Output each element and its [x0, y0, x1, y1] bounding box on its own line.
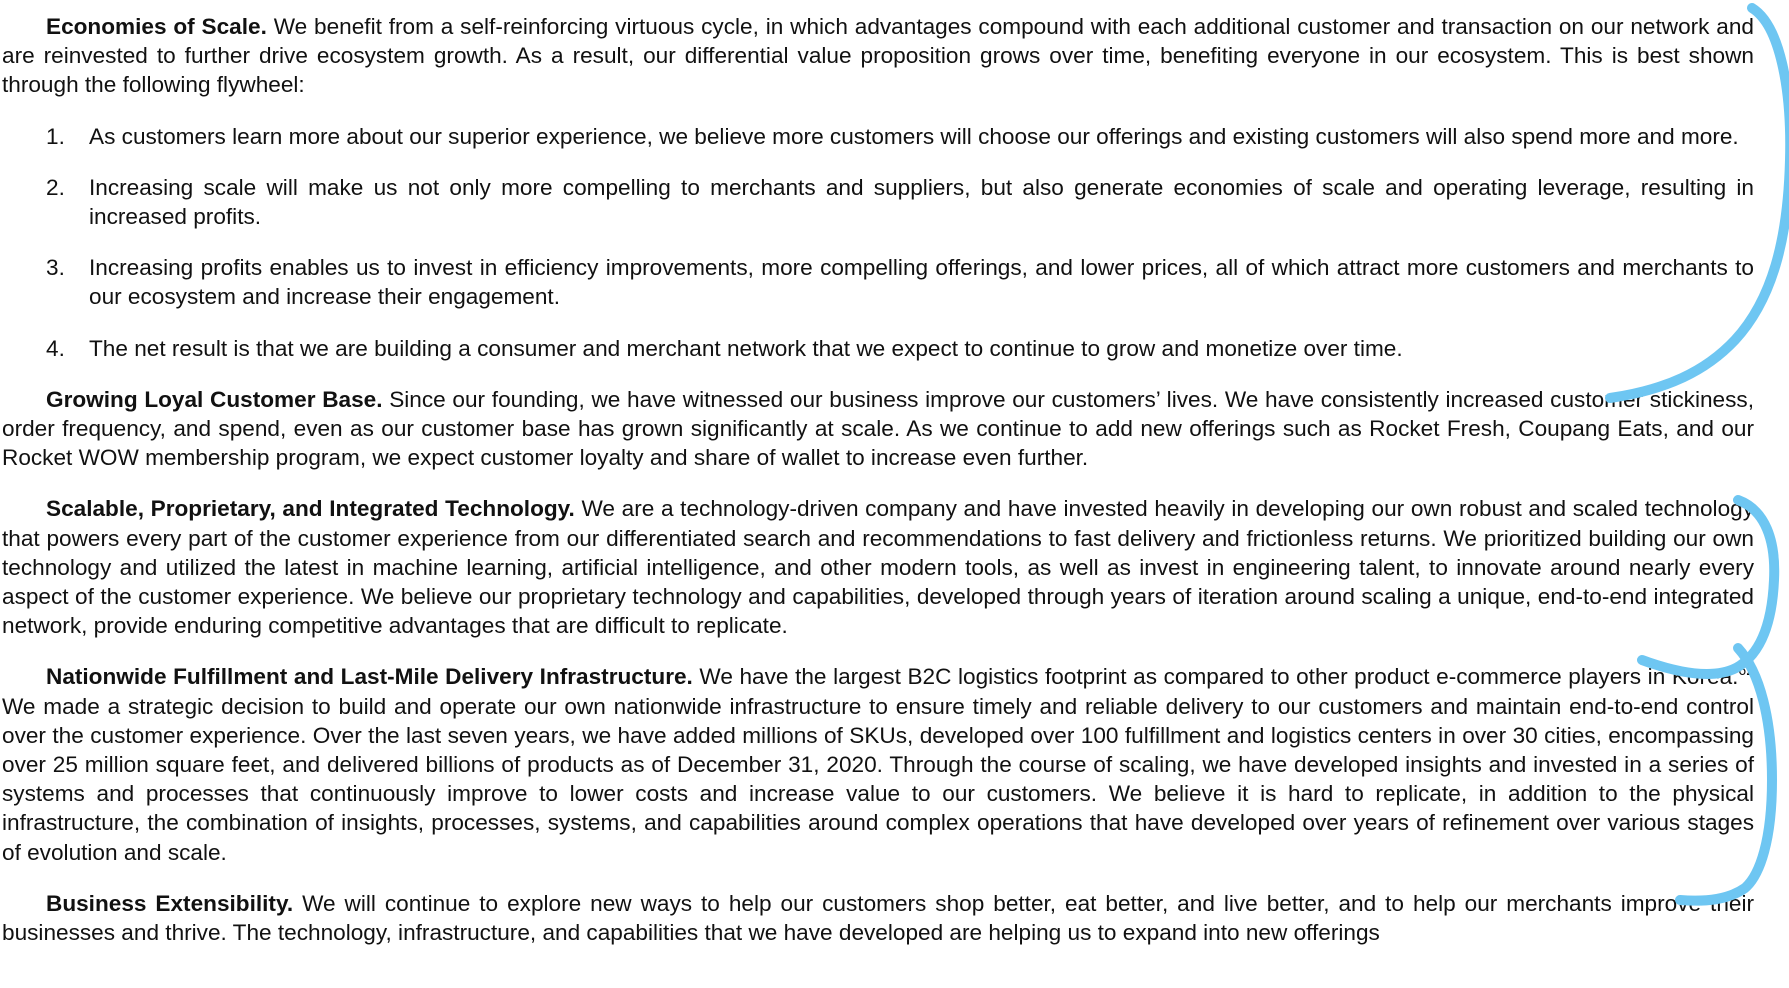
list-item-text: As customers learn more about our superior experience, we believe more customers will choose our offerings and existing customers will also spend more and more.: [89, 123, 1739, 149]
list-item-text: The net result is that we are building a consumer and merchant network that we expect to continue to grow and monetize over time.: [89, 335, 1403, 361]
list-item-number: 1.: [46, 123, 65, 149]
body-loyal-customer-base: Since our founding, we have witnessed our business improve our customers’ lives. We have consistently increased customer stickiness, order frequency, and spend, even as our customer base has grown significantly at scale. As we continue to add new offerings such as Rocket Fresh, Coupang Eats, and our Rocket WOW membership program, we expect customer loyalty and share of wallet to increase even further.: [2, 386, 1754, 471]
list-item: [2, 334, 1754, 363]
paragraph-loyal-customer-base: [2, 385, 1754, 473]
footnote-marker: 62: [1738, 662, 1754, 679]
heading-loyal-customer-base: Growing Loyal Customer Base.: [46, 386, 383, 412]
list-item-number: 4.: [46, 335, 65, 361]
list-item-text: Increasing profits enables us to invest in efficiency improvements, more compelling offerings, and lower prices, all of which attract more customers and merchants to our ecosystem and increase their engagement.: [89, 255, 1754, 310]
body-technology: We are a technology-driven company and have invested heavily in developing our own robust and scaled technology that powers every part of the customer experience from our differentiated search and recommendations to fast delivery and frictionless returns. We prioritized building our own technology and utilized the latest in machine learning, artificial intelligence, and other modern tools, as well as invest in engineering talent, to innovate around nearly every aspect of the customer experience. We believe our proprietary technology and capabilities, developed through years of iteration around scaling a unique, end-to-end integrated network, provide enduring competitive advantages that are difficult to replicate.: [2, 496, 1754, 639]
paragraph-fulfillment: [2, 662, 1754, 866]
body-business-extensibility: We will continue to explore new ways to help our customers shop better, eat better, and live better, and to help our merchants improve their businesses and thrive. The technology, infrastructure, and capabilities that we have developed are helping us to expand into new offerings: [2, 890, 1754, 946]
list-item-number: 3.: [46, 255, 65, 281]
paragraph-business-extensibility: [2, 889, 1754, 947]
heading-fulfillment: Nationwide Fulfillment and Last-Mile Delivery Infrastructure.: [46, 664, 693, 690]
list-item-text: Increasing scale will make us not only more compelling to merchants and suppliers, but also generate economies of scale and operating leverage, resulting in increased profits.: [89, 174, 1754, 230]
list-item: [2, 253, 1754, 311]
paragraph-technology: [2, 494, 1754, 640]
list-item: [2, 173, 1754, 231]
heading-business-extensibility: Business Extensibility.: [46, 890, 294, 916]
document-page: [2, 12, 1754, 969]
list-item-number: 2.: [46, 174, 65, 200]
flywheel-list: [2, 122, 1754, 363]
body-economies-of-scale: We benefit from a self-reinforcing virtuous cycle, in which advantages compound with each additional customer and transaction on our network and are reinvested to further drive ecosystem growth. As a result, our differential value proposition grows over time, benefiting everyone in our ecosystem. This is best shown through the following flywheel:: [2, 14, 1754, 98]
body-fulfillment-part2: We made a strategic decision to build and operate our own nationwide infrastructure to ensure timely and reliable delivery to our customers and maintain end-to-end control over the customer experience. Over the last seven years, we have added millions of SKUs, developed over 100 fulfillment and logistics centers in over 30 cities, encompassing over 25 million square feet, and delivered billions of products as of December 31, 2020. Through the course of scaling, we have developed insights and invested in a series of systems and processes that continuously improve to lower costs and increase value to our customers. We believe it is hard to replicate, in addition to the physical infrastructure, the combination of insights, processes, systems, and capabilities around complex operations that have developed over years of refinement over various stages of evolution and scale.: [2, 693, 1754, 865]
paragraph-economies-of-scale: [2, 12, 1754, 100]
heading-technology: Scalable, Proprietary, and Integrated Technology.: [46, 496, 575, 522]
body-fulfillment-part1: We have the largest B2C logistics footprint as compared to other product e-commerce players in Korea.: [692, 664, 1739, 690]
heading-economies-of-scale: Economies of Scale.: [46, 14, 267, 39]
list-item: [2, 122, 1754, 151]
